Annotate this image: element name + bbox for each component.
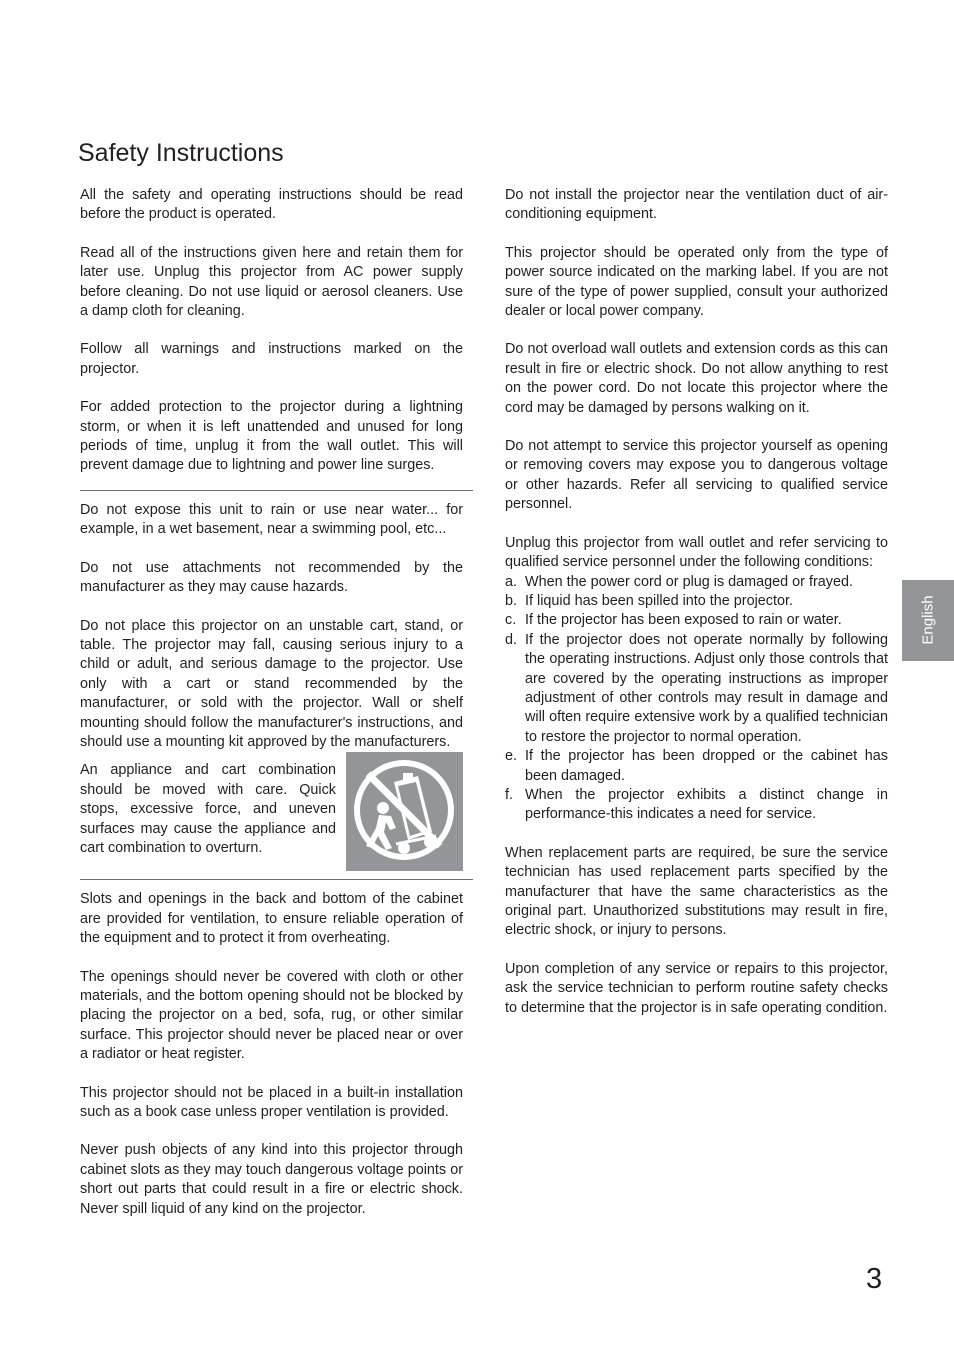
service-conditions-list <box>505 573 888 825</box>
list-marker: d. <box>505 631 518 648</box>
list-item-text: If the projector has been exposed to rain or water. <box>525 612 842 629</box>
list-item-text: If the projector does not operate normally by following the operating instructions. Adjust only those controls that are covered by the operating instructions as improper adjustment of other controls may result in damage and will often require extensive work by a qualified technician to restore the projector to normal operation. <box>525 631 888 745</box>
page-title: Safety Instructions <box>78 139 284 167</box>
paragraph: An appliance and cart combination should be moved with care. Quick stops, excessive force, and uneven surfaces may cause the appliance and cart combination to overturn. <box>80 762 336 856</box>
paragraph: All the safety and operating instructions should be read before the product is operated. <box>80 187 463 223</box>
paragraph: Unplug this projector from wall outlet and refer servicing to qualified service personnel under the following conditions: <box>505 534 888 571</box>
list-item-text: When the power cord or plug is damaged or frayed. <box>525 573 853 590</box>
list-marker: e. <box>505 748 518 765</box>
right-column <box>505 186 888 1037</box>
paragraph: Do not use attachments not recommended by the manufacturer as they may cause hazards. <box>80 559 463 596</box>
list-item <box>505 611 888 630</box>
language-tab[interactable] <box>902 580 954 661</box>
list-item-text: If the projector has been dropped or the cabinet has been damaged. <box>525 748 888 784</box>
cart-tip-over-warning-icon <box>346 752 463 871</box>
cart-warning-block <box>80 752 463 871</box>
list-item <box>505 592 888 611</box>
paragraph: When replacement parts are required, be sure the service technician has used replacement parts specified by the manufacturer that have the same characteristics as the original part. Unauthorized substitutions may result in fire, electric shock, or injury to persons. <box>505 844 888 939</box>
paragraph: Upon completion of any service or repairs to this projector, ask the service technician to perform routine safety checks to determine that the projector is in safe operating condition. <box>505 960 888 1016</box>
section-divider <box>80 879 473 880</box>
list-marker: b. <box>505 592 518 609</box>
paragraph: The openings should never be covered with cloth or other materials, and the bottom opening should not be blocked by placing the projector on a bed, sofa, rug, or other similar surface. This projector should never be placed near or over a radiator or heat register. <box>80 968 463 1063</box>
list-item <box>505 786 888 825</box>
paragraph: For added protection to the projector during a lightning storm, or when it is left unattended and unused for long periods of time, unplug it from the wall outlet. This will prevent damage due to lightning and power line surges. <box>80 399 463 474</box>
paragraph: This projector should be operated only from the type of power source indicated on the marking label. If you are not sure of the type of power supplied, consult your authorized dealer or local power company. <box>505 244 888 320</box>
list-marker: a. <box>505 573 518 590</box>
paragraph: Do not place this projector on an unstable cart, stand, or table. The projector may fall, causing serious injury to a child or adult, and serious damage to the projector. Use only with a cart or stand recommended by the manufacturer, or sold with the projector. Wall or shelf mounting should follow the manufacturer's instructions, and should use a mounting kit approved by the manufacturers. <box>80 617 463 750</box>
paragraph: Never push objects of any kind into this projector through cabinet slots as they may touch dangerous voltage points or short out parts that could result in a fire or electric shock. Never spill liquid of any kind on the projector. <box>80 1142 463 1217</box>
page-number: 3 <box>866 1263 883 1295</box>
paragraph: This projector should not be placed in a built-in installation such as a book case unless proper ventilation is provided. <box>80 1084 463 1120</box>
list-item <box>505 631 888 747</box>
list-item <box>505 747 888 786</box>
list-marker: c. <box>505 612 517 629</box>
section-divider <box>80 490 473 491</box>
left-column <box>80 186 463 1238</box>
paragraph: Do not install the projector near the ventilation duct of air-conditioning equipment. <box>505 187 888 223</box>
list-item-text: When the projector exhibits a distinct change in performance-this indicates a need for service. <box>525 786 888 823</box>
paragraph: Read all of the instructions given here and retain them for later use. Unplug this projector from AC power supply before cleaning. Do not use liquid or aerosol cleaners. Use a damp cloth for cleaning. <box>80 244 463 320</box>
paragraph: Do not expose this unit to rain or use near water... for example, in a wet basement, near a swimming pool, etc... <box>80 501 463 538</box>
paragraph: Do not overload wall outlets and extension cords as this can result in fire or electric shock. Do not allow anything to rest on the power cord. Do not locate this projector where the cord may be damaged by persons walking on it. <box>505 341 888 416</box>
list-marker: f. <box>505 786 513 803</box>
list-item-text: If liquid has been spilled into the projector. <box>525 592 793 609</box>
paragraph: Do not attempt to service this projector yourself as opening or removing covers may expose you to dangerous voltage or other hazards. Refer all servicing to qualified service personnel. <box>505 438 888 513</box>
paragraph: Slots and openings in the back and bottom of the cabinet are provided for ventilation, to ensure reliable operation of the equipment and to protect it from overheating. <box>80 891 463 947</box>
list-item <box>505 573 888 592</box>
paragraph: Follow all warnings and instructions marked on the projector. <box>80 341 463 377</box>
language-tab-label: English <box>919 595 937 645</box>
